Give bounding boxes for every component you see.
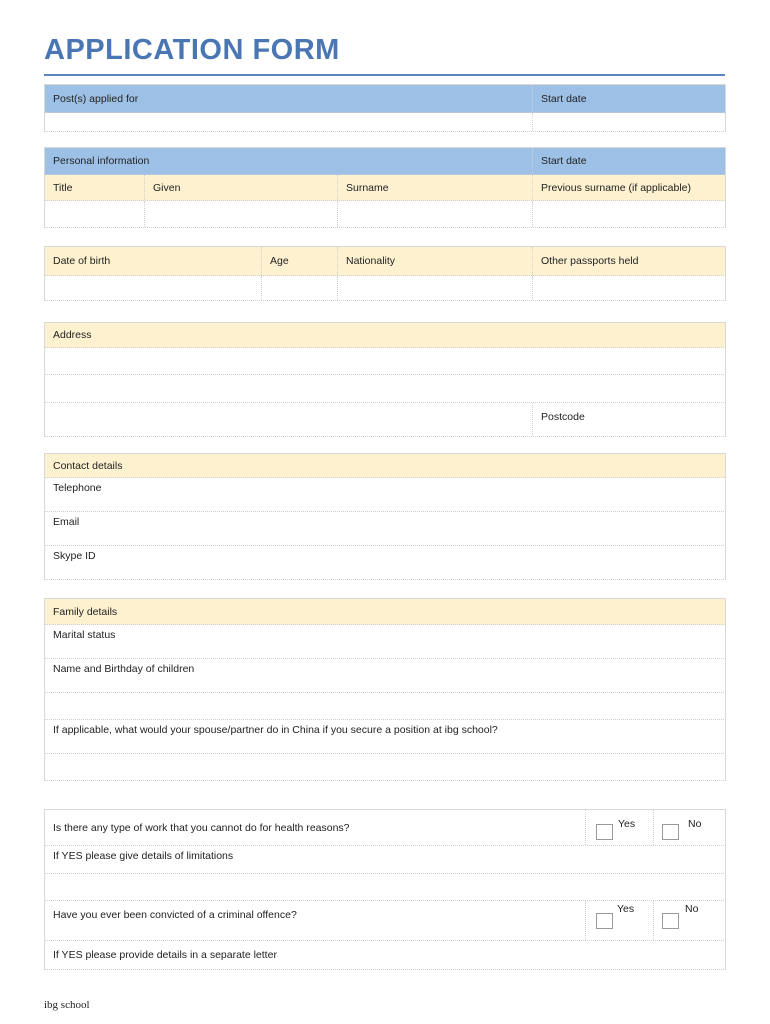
- dob-label: Date of birth: [45, 247, 262, 275]
- family-header-row: [44, 598, 726, 625]
- dob-field[interactable]: [45, 276, 262, 300]
- criminal-details-row: [44, 941, 726, 970]
- passports-field[interactable]: [533, 276, 725, 300]
- criminal-no-checkbox[interactable]: [662, 913, 679, 929]
- health-yes-checkbox[interactable]: [596, 824, 613, 840]
- birth-input-row: [44, 276, 726, 301]
- previous-surname-field[interactable]: [533, 201, 725, 227]
- postcode-label[interactable]: Postcode: [541, 411, 585, 423]
- given-field[interactable]: [145, 201, 338, 227]
- address-line-1: [44, 348, 726, 375]
- posts-input-row: [44, 113, 726, 132]
- address-line-2: [44, 375, 726, 403]
- children-answer-row: [44, 693, 726, 720]
- marital-status-label[interactable]: Marital status: [53, 629, 116, 641]
- spouse-answer-row: [44, 754, 726, 781]
- address-line-3-field[interactable]: [45, 403, 533, 436]
- criminal-yes-label: Yes: [617, 903, 635, 915]
- criminal-question-label: Have you ever been convicted of a criminal offence?: [45, 901, 586, 940]
- health-details-row: [44, 846, 726, 874]
- title-label: Title: [45, 175, 145, 200]
- telephone-row: [44, 478, 726, 512]
- criminal-yes-checkbox[interactable]: [596, 913, 613, 929]
- personal-header-row: [44, 147, 726, 175]
- birth-labels-row: [44, 246, 726, 276]
- health-details-answer-row: [44, 874, 726, 901]
- surname-field[interactable]: [338, 201, 533, 227]
- email-row: [44, 512, 726, 546]
- nationality-field[interactable]: [338, 276, 533, 300]
- address-section-label: Address: [53, 329, 92, 341]
- health-question-label: Is there any type of work that you cannot do for health reasons?: [45, 810, 586, 845]
- title-divider: [44, 74, 725, 76]
- posts-start-date-field[interactable]: [533, 113, 725, 131]
- health-yes-label: Yes: [618, 818, 636, 830]
- criminal-details-label: If YES please provide details in a separate letter: [53, 949, 277, 961]
- posts-start-date-label: Start date: [541, 92, 587, 105]
- health-no-checkbox[interactable]: [662, 824, 679, 840]
- title-field[interactable]: [45, 201, 145, 227]
- address-line-1-field[interactable]: [45, 348, 725, 374]
- posts-label: Post(s) applied for: [45, 85, 533, 112]
- spouse-answer-field[interactable]: [45, 754, 725, 780]
- form-title: APPLICATION FORM: [44, 34, 340, 66]
- personal-labels-row: [44, 175, 726, 201]
- posts-header-row: [44, 84, 726, 113]
- skype-row: [44, 546, 726, 580]
- address-line-3: [44, 403, 726, 437]
- health-details-label: If YES please give details of limitations: [53, 850, 234, 862]
- marital-row: [44, 625, 726, 659]
- given-label: Given: [145, 175, 338, 200]
- email-label[interactable]: Email: [53, 516, 80, 528]
- health-details-field[interactable]: [45, 874, 725, 900]
- contact-header-row: [44, 453, 726, 478]
- contact-section-label: Contact details: [53, 459, 123, 472]
- previous-surname-label: Previous surname (if applicable): [541, 181, 691, 194]
- telephone-label[interactable]: Telephone: [53, 482, 102, 494]
- children-row: [44, 659, 726, 693]
- children-answer-field[interactable]: [45, 693, 725, 719]
- passports-label: Other passports held: [541, 255, 639, 267]
- address-line-2-field[interactable]: [45, 375, 725, 402]
- personal-section-label: Personal information: [45, 148, 533, 174]
- address-header-row: [44, 322, 726, 348]
- children-label[interactable]: Name and Birthday of children: [53, 663, 195, 675]
- posts-field[interactable]: [45, 113, 533, 131]
- surname-label: Surname: [338, 175, 533, 200]
- criminal-no-label: No: [685, 903, 699, 915]
- personal-start-date-label: Start date: [541, 155, 587, 167]
- spouse-question-label: If applicable, what would your spouse/partner do in China if you secure a position at ibg school?: [53, 724, 498, 736]
- personal-input-row: [44, 201, 726, 228]
- age-field[interactable]: [262, 276, 338, 300]
- skype-label[interactable]: Skype ID: [53, 550, 96, 562]
- spouse-row: [44, 720, 726, 754]
- age-label: Age: [262, 247, 338, 275]
- footer-school-name: ibg school: [44, 999, 90, 1011]
- health-no-label: No: [688, 818, 702, 830]
- family-section-label: Family details: [53, 605, 118, 618]
- nationality-label: Nationality: [338, 247, 533, 275]
